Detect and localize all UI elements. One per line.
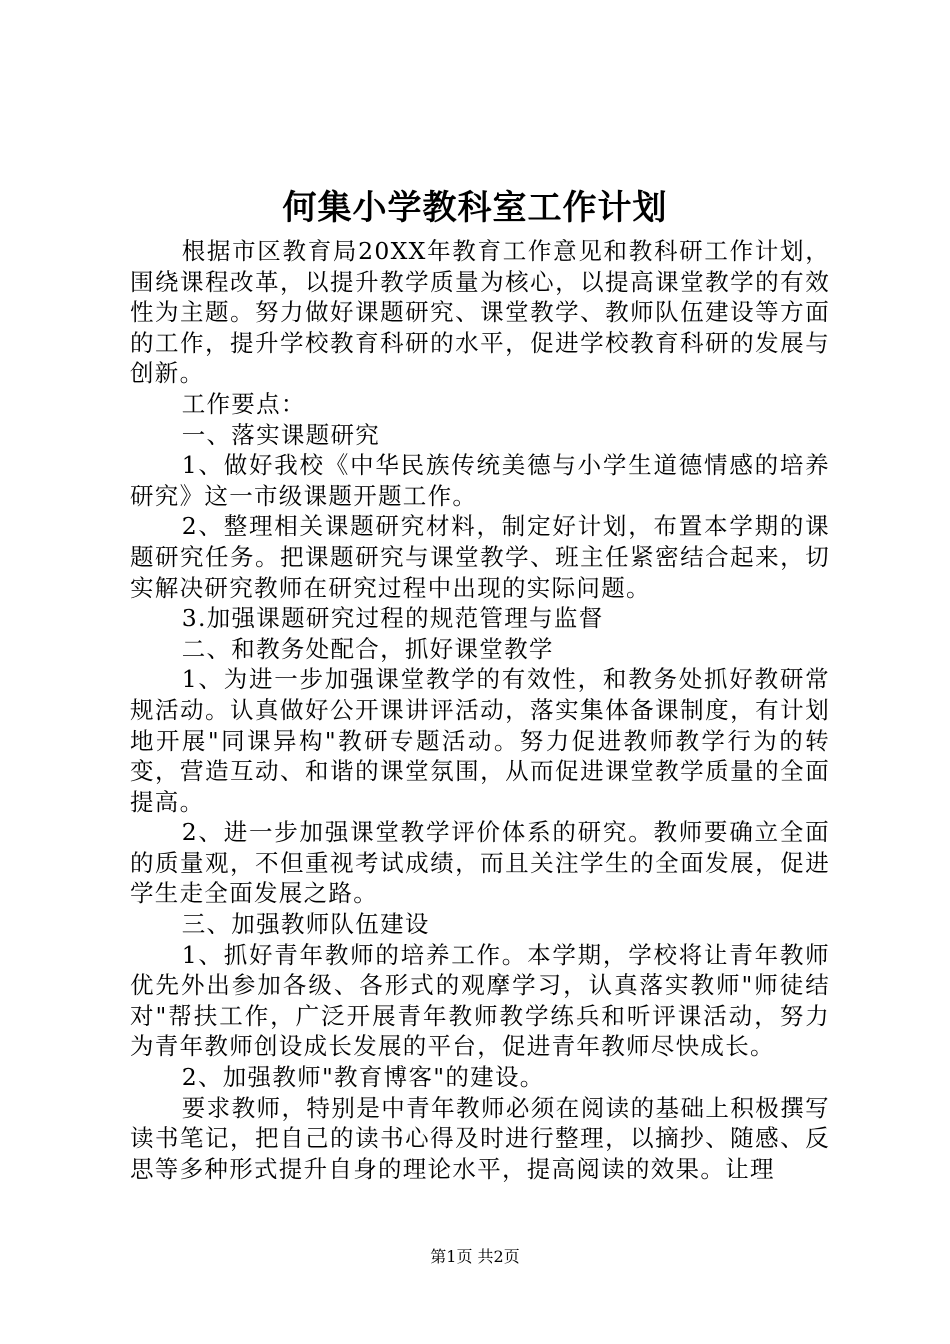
heading-section-3: 三、加强教师队伍建设 <box>181 910 430 939</box>
paragraph-3-2-detail: 要求教师，特别是中青年教师必须在阅读的基础上积极撰写读书笔记，把自己的读书心得及时进行整理，以摘抄、随感、反思等多种形式提升自身的理论水平，提高阅读的效果。让理 <box>130 1093 830 1183</box>
paragraph-work-points: 工作要点： <box>181 389 306 418</box>
paragraph-3-1: 1、抓好青年教师的培养工作。本学期，学校将让青年教师优先外出参加各级、各形式的观摩学习，认真落实教师"师徒结对"帮扶工作，广泛开展青年教师教学练兵和听评课活动，努力为青年教师创设成长发展的平台，促进青年教师尽快成长。 <box>130 940 830 1061</box>
document-title: 何集小学教科室工作计划 <box>282 188 668 228</box>
paragraph-3-2: 2、加强教师"教育博客"的建设。 <box>181 1063 545 1092</box>
document-body <box>130 236 830 1184</box>
page-number-footer: 第1页 共2页 <box>430 1247 520 1266</box>
paragraph-1-3: 3.加强课题研究过程的规范管理与监督 <box>181 604 604 633</box>
paragraph-2-2: 2、进一步加强课堂教学评价体系的研究。教师要确立全面的质量观，不但重视考试成绩，而且关注学生的全面发展，促进学生走全面发展之路。 <box>130 818 830 908</box>
paragraph-1-2: 2、整理相关课题研究材料，制定好计划，布置本学期的课题研究任务。把课题研究与课堂教学、班主任紧密结合起来，切实解决研究教师在研究过程中出现的实际问题。 <box>130 512 830 602</box>
heading-section-2: 二、和教务处配合，抓好课堂教学 <box>181 634 554 663</box>
heading-section-1: 一、落实课题研究 <box>181 420 381 449</box>
paragraph-1-1: 1、做好我校《中华民族传统美德与小学生道德情感的培养研究》这一市级课题开题工作。 <box>130 451 830 510</box>
paragraph-2-1: 1、为进一步加强课堂教学的有效性，和教务处抓好教研常规活动。认真做好公开课讲评活动，落实集体备课制度，有计划地开展"同课异构"教研专题活动。努力促进教师教学行为的转变，营造互动、和谐的课堂氛围，从而促进课堂教学质量的全面提高。 <box>130 665 830 816</box>
paragraph-intro: 根据市区教育局20XX年教育工作意见和教科研工作计划，围绕课程改革，以提升教学质量为核心，以提高课堂教学的有效性为主题。努力做好课题研究、课堂教学、教师队伍建设等方面的工作，提升学校教育科研的水平，促进学校教育科研的发展与创新。 <box>130 237 830 388</box>
